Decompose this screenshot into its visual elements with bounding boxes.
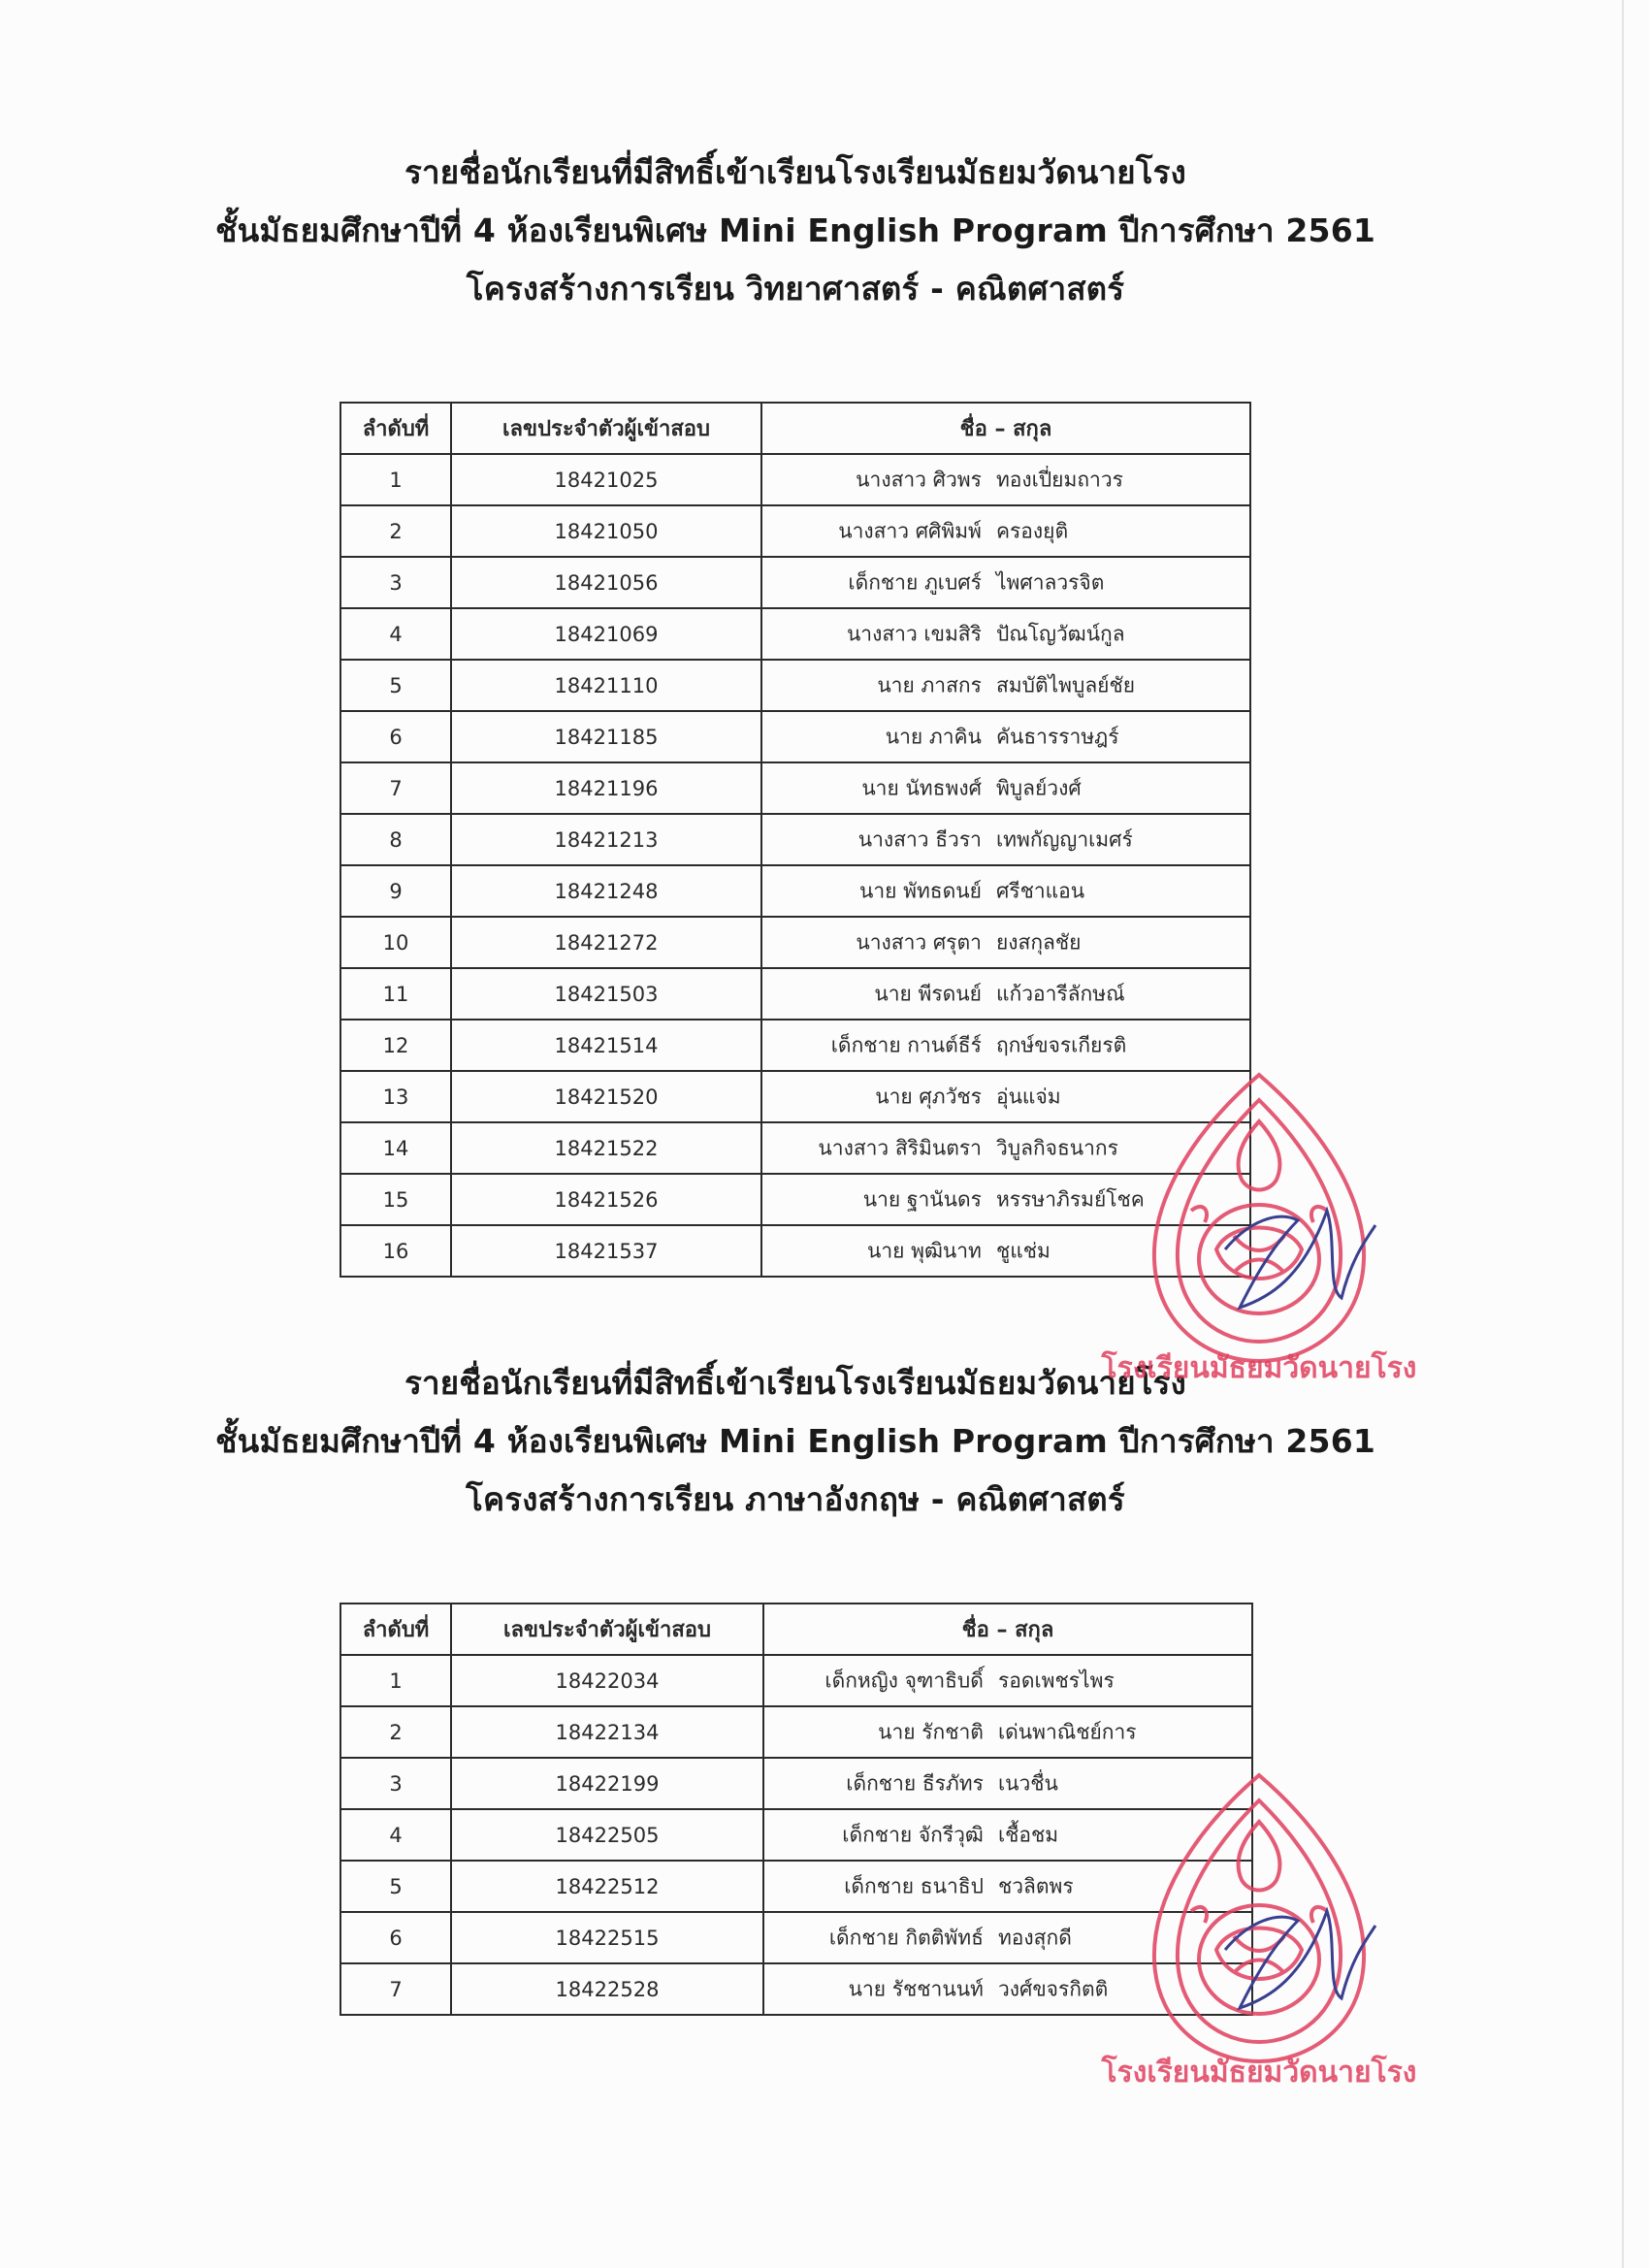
student-last-name: ชวลิตพร bbox=[997, 1874, 1074, 1897]
student-last-name: เทพกัญญาเมศร์ bbox=[995, 827, 1133, 851]
table-row bbox=[340, 1020, 1250, 1071]
student-last-name: คันธารราษฎร์ bbox=[995, 725, 1119, 748]
student-last-name: อุ่นแจ่ม bbox=[995, 1085, 1061, 1108]
table-row bbox=[340, 1963, 1252, 2015]
student-name-cell bbox=[761, 660, 1250, 711]
student-name-cell bbox=[761, 865, 1250, 917]
student-name-cell bbox=[761, 557, 1250, 608]
student-name-cell bbox=[761, 762, 1250, 814]
student-last-name: ฤกษ์ขจรเกียรติ bbox=[995, 1033, 1127, 1056]
student-last-name: พิบูลย์วงศ์ bbox=[995, 776, 1082, 799]
row-number: 6 bbox=[340, 1912, 451, 1963]
col-header-number: ลำดับที่ bbox=[340, 1604, 451, 1655]
table-row bbox=[340, 1809, 1252, 1861]
exam-id: 18421537 bbox=[451, 1225, 761, 1277]
table-row bbox=[340, 1655, 1252, 1706]
student-title-first-name: นาย ศุภวัชร bbox=[875, 1085, 982, 1108]
student-name-cell bbox=[761, 968, 1250, 1020]
table-row bbox=[340, 1071, 1250, 1122]
table-row bbox=[340, 865, 1250, 917]
student-title-first-name: นางสาว ธีวรา bbox=[857, 827, 982, 851]
student-title-first-name: นางสาว ศศิพิมพ์ bbox=[838, 519, 982, 542]
col-header-exam-id: เลขประจำตัวผู้เข้าสอบ bbox=[451, 1604, 763, 1655]
student-title-first-name: นาย พีรดนย์ bbox=[874, 982, 982, 1005]
exam-id: 18422034 bbox=[451, 1655, 763, 1706]
table-row bbox=[340, 814, 1250, 865]
heading-line-3: โครงสร้างการเรียน วิทยาศาสตร์ - คณิตศาสตร์ bbox=[466, 270, 1125, 308]
signature bbox=[1225, 1211, 1375, 1308]
section1-heading bbox=[0, 144, 1591, 318]
table-row bbox=[340, 454, 1250, 505]
student-name-cell bbox=[763, 1706, 1252, 1758]
row-number: 10 bbox=[340, 917, 451, 968]
exam-id: 18421526 bbox=[451, 1174, 761, 1225]
exam-id: 18421503 bbox=[451, 968, 761, 1020]
exam-id: 18422505 bbox=[451, 1809, 763, 1861]
exam-id: 18422134 bbox=[451, 1706, 763, 1758]
student-title-first-name: นาย พัทธดนย์ bbox=[858, 879, 982, 902]
table-row bbox=[340, 1225, 1250, 1277]
exam-id: 18421213 bbox=[451, 814, 761, 865]
student-title-first-name: นาย ฐานันดร bbox=[862, 1187, 982, 1211]
student-title-first-name: เด็กหญิง จุฑาธิบดิ์ bbox=[824, 1669, 984, 1692]
table-row bbox=[340, 968, 1250, 1020]
seal-text: โรงเรียนมัธยมวัดนายโรง bbox=[1101, 1351, 1417, 1385]
student-title-first-name: นางสาว เขมสิริ bbox=[846, 622, 982, 645]
row-number: 1 bbox=[340, 1655, 451, 1706]
table-row bbox=[340, 557, 1250, 608]
student-name-cell bbox=[761, 505, 1250, 557]
row-number: 11 bbox=[340, 968, 451, 1020]
student-last-name: เชื้อชม bbox=[997, 1823, 1059, 1846]
exam-id: 18421050 bbox=[451, 505, 761, 557]
row-number: 15 bbox=[340, 1174, 451, 1225]
student-last-name: วงศ์ขจรกิตติ bbox=[997, 1977, 1109, 2000]
student-title-first-name: เด็กชาย ธีรภัทร bbox=[846, 1771, 984, 1795]
signature bbox=[1225, 1911, 1375, 2008]
exam-id: 18421272 bbox=[451, 917, 761, 968]
exam-id: 18421185 bbox=[451, 711, 761, 762]
student-name-cell bbox=[761, 917, 1250, 968]
table-row bbox=[340, 917, 1250, 968]
table-header-row bbox=[340, 403, 1250, 454]
student-title-first-name: นาย รักชาติ bbox=[878, 1720, 984, 1743]
student-last-name: รอดเพชรไพร bbox=[997, 1669, 1115, 1692]
student-title-first-name: เด็กชาย กานต์ธีร์ bbox=[830, 1033, 982, 1056]
heading-line-3: โครงสร้างการเรียน ภาษาอังกฤษ - คณิตศาสตร์ bbox=[466, 1480, 1125, 1518]
exam-id: 18422528 bbox=[451, 1963, 763, 2015]
exam-id: 18421025 bbox=[451, 454, 761, 505]
student-last-name: แก้วอารีลักษณ์ bbox=[995, 982, 1125, 1005]
exam-id: 18421520 bbox=[451, 1071, 761, 1122]
heading-line-2: ชั้นมัธยมศึกษาปีที่ 4 ห้องเรียนพิเศษ Mini English Program ปีการศึกษา 2561 bbox=[214, 1422, 1376, 1460]
table-row bbox=[340, 660, 1250, 711]
student-title-first-name: เด็กชาย กิตติพัทธ์ bbox=[828, 1926, 984, 1949]
exam-id: 18422515 bbox=[451, 1912, 763, 1963]
student-title-first-name: นางสาว ศิวพร bbox=[856, 468, 982, 491]
student-last-name: ศรีชาแอน bbox=[995, 879, 1085, 902]
table-row bbox=[340, 1861, 1252, 1912]
table-row bbox=[340, 711, 1250, 762]
exam-id: 18422199 bbox=[451, 1758, 763, 1809]
row-number: 7 bbox=[340, 762, 451, 814]
row-number: 13 bbox=[340, 1071, 451, 1122]
student-name-cell bbox=[761, 608, 1250, 660]
row-number: 3 bbox=[340, 1758, 451, 1809]
student-last-name: ไพศาลวรจิต bbox=[995, 570, 1105, 594]
school-seal-stamp bbox=[1101, 1065, 1417, 1385]
col-header-number: ลำดับที่ bbox=[340, 403, 451, 454]
student-name-cell bbox=[761, 1020, 1250, 1071]
section1-table bbox=[340, 402, 1251, 1278]
student-title-first-name: เด็กชาย ภูเบศร์ bbox=[848, 570, 982, 594]
row-number: 7 bbox=[340, 1963, 451, 2015]
exam-id: 18421056 bbox=[451, 557, 761, 608]
student-title-first-name: นางสาว ศรุตา bbox=[856, 930, 982, 954]
row-number: 5 bbox=[340, 660, 451, 711]
student-title-first-name: เด็กชาย ธนาธิป bbox=[844, 1874, 984, 1897]
student-last-name: ชูแช่ม bbox=[995, 1239, 1051, 1262]
exam-id: 18421110 bbox=[451, 660, 761, 711]
table-row bbox=[340, 1122, 1250, 1174]
student-title-first-name: นาย นัทธพงศ์ bbox=[861, 776, 982, 799]
exam-id: 18421514 bbox=[451, 1020, 761, 1071]
exam-id: 18421196 bbox=[451, 762, 761, 814]
exam-id: 18421248 bbox=[451, 865, 761, 917]
row-number: 5 bbox=[340, 1861, 451, 1912]
student-title-first-name: นาย ภาคิน bbox=[885, 725, 982, 748]
row-number: 2 bbox=[340, 1706, 451, 1758]
student-name-cell bbox=[761, 711, 1250, 762]
student-last-name: ปัณโญวัฒน์กูล bbox=[995, 622, 1125, 645]
student-last-name: เด่นพาณิชย์การ bbox=[997, 1720, 1137, 1743]
heading-line-1: รายชื่อนักเรียนที่มีสิทธิ์เข้าเรียนโรงเรียนมัธยมวัดนายโรง bbox=[404, 1364, 1186, 1402]
row-number: 14 bbox=[340, 1122, 451, 1174]
student-title-first-name: นาย ภาสกร bbox=[877, 673, 982, 697]
section2-table bbox=[340, 1603, 1253, 2016]
exam-id: 18421522 bbox=[451, 1122, 761, 1174]
student-last-name: ทองสุกดี bbox=[997, 1926, 1072, 1949]
table-row bbox=[340, 608, 1250, 660]
page-edge bbox=[1622, 0, 1624, 2268]
student-last-name: สมบัติไพบูลย์ชัย bbox=[995, 673, 1136, 697]
student-title-first-name: นางสาว สิริมินตรา bbox=[818, 1136, 982, 1159]
school-seal-stamp bbox=[1101, 1766, 1417, 2095]
student-last-name: ทองเปี่ยมถาวร bbox=[995, 468, 1123, 491]
table-header-row bbox=[340, 1604, 1252, 1655]
table-row bbox=[340, 1174, 1250, 1225]
table-row bbox=[340, 1912, 1252, 1963]
student-name-cell bbox=[761, 814, 1250, 865]
row-number: 16 bbox=[340, 1225, 451, 1277]
table-row bbox=[340, 1758, 1252, 1809]
row-number: 6 bbox=[340, 711, 451, 762]
col-header-name: ชื่อ – สกุล bbox=[763, 1604, 1252, 1655]
table-row bbox=[340, 762, 1250, 814]
student-title-first-name: เด็กชาย จักรีวุฒิ bbox=[842, 1823, 984, 1846]
table-row bbox=[340, 505, 1250, 557]
row-number: 4 bbox=[340, 1809, 451, 1861]
heading-line-1: รายชื่อนักเรียนที่มีสิทธิ์เข้าเรียนโรงเรียนมัธยมวัดนายโรง bbox=[404, 153, 1186, 191]
exam-id: 18421069 bbox=[451, 608, 761, 660]
student-last-name: วิบูลกิจธนากร bbox=[995, 1136, 1118, 1159]
row-number: 1 bbox=[340, 454, 451, 505]
student-name-cell bbox=[763, 1655, 1252, 1706]
row-number: 2 bbox=[340, 505, 451, 557]
student-last-name: ยงสกุลชัย bbox=[995, 930, 1082, 954]
row-number: 9 bbox=[340, 865, 451, 917]
row-number: 12 bbox=[340, 1020, 451, 1071]
col-header-name: ชื่อ – สกุล bbox=[761, 403, 1250, 454]
col-header-exam-id: เลขประจำตัวผู้เข้าสอบ bbox=[451, 403, 761, 454]
student-last-name: เนวชื่น bbox=[997, 1771, 1058, 1795]
row-number: 3 bbox=[340, 557, 451, 608]
seal-text: โรงเรียนมัธยมวัดนายโรง bbox=[1101, 2056, 1417, 2090]
exam-id: 18422512 bbox=[451, 1861, 763, 1912]
student-last-name: ครองยุติ bbox=[995, 519, 1069, 542]
row-number: 8 bbox=[340, 814, 451, 865]
table-row bbox=[340, 1706, 1252, 1758]
student-title-first-name: นาย รัชชานนท์ bbox=[848, 1977, 984, 2000]
row-number: 4 bbox=[340, 608, 451, 660]
heading-line-2: ชั้นมัธยมศึกษาปีที่ 4 ห้องเรียนพิเศษ Mini English Program ปีการศึกษา 2561 bbox=[214, 211, 1376, 249]
student-name-cell bbox=[761, 454, 1250, 505]
student-last-name: หรรษาภิรมย์โชค bbox=[995, 1187, 1145, 1211]
student-title-first-name: นาย พุฒินาท bbox=[866, 1239, 982, 1262]
